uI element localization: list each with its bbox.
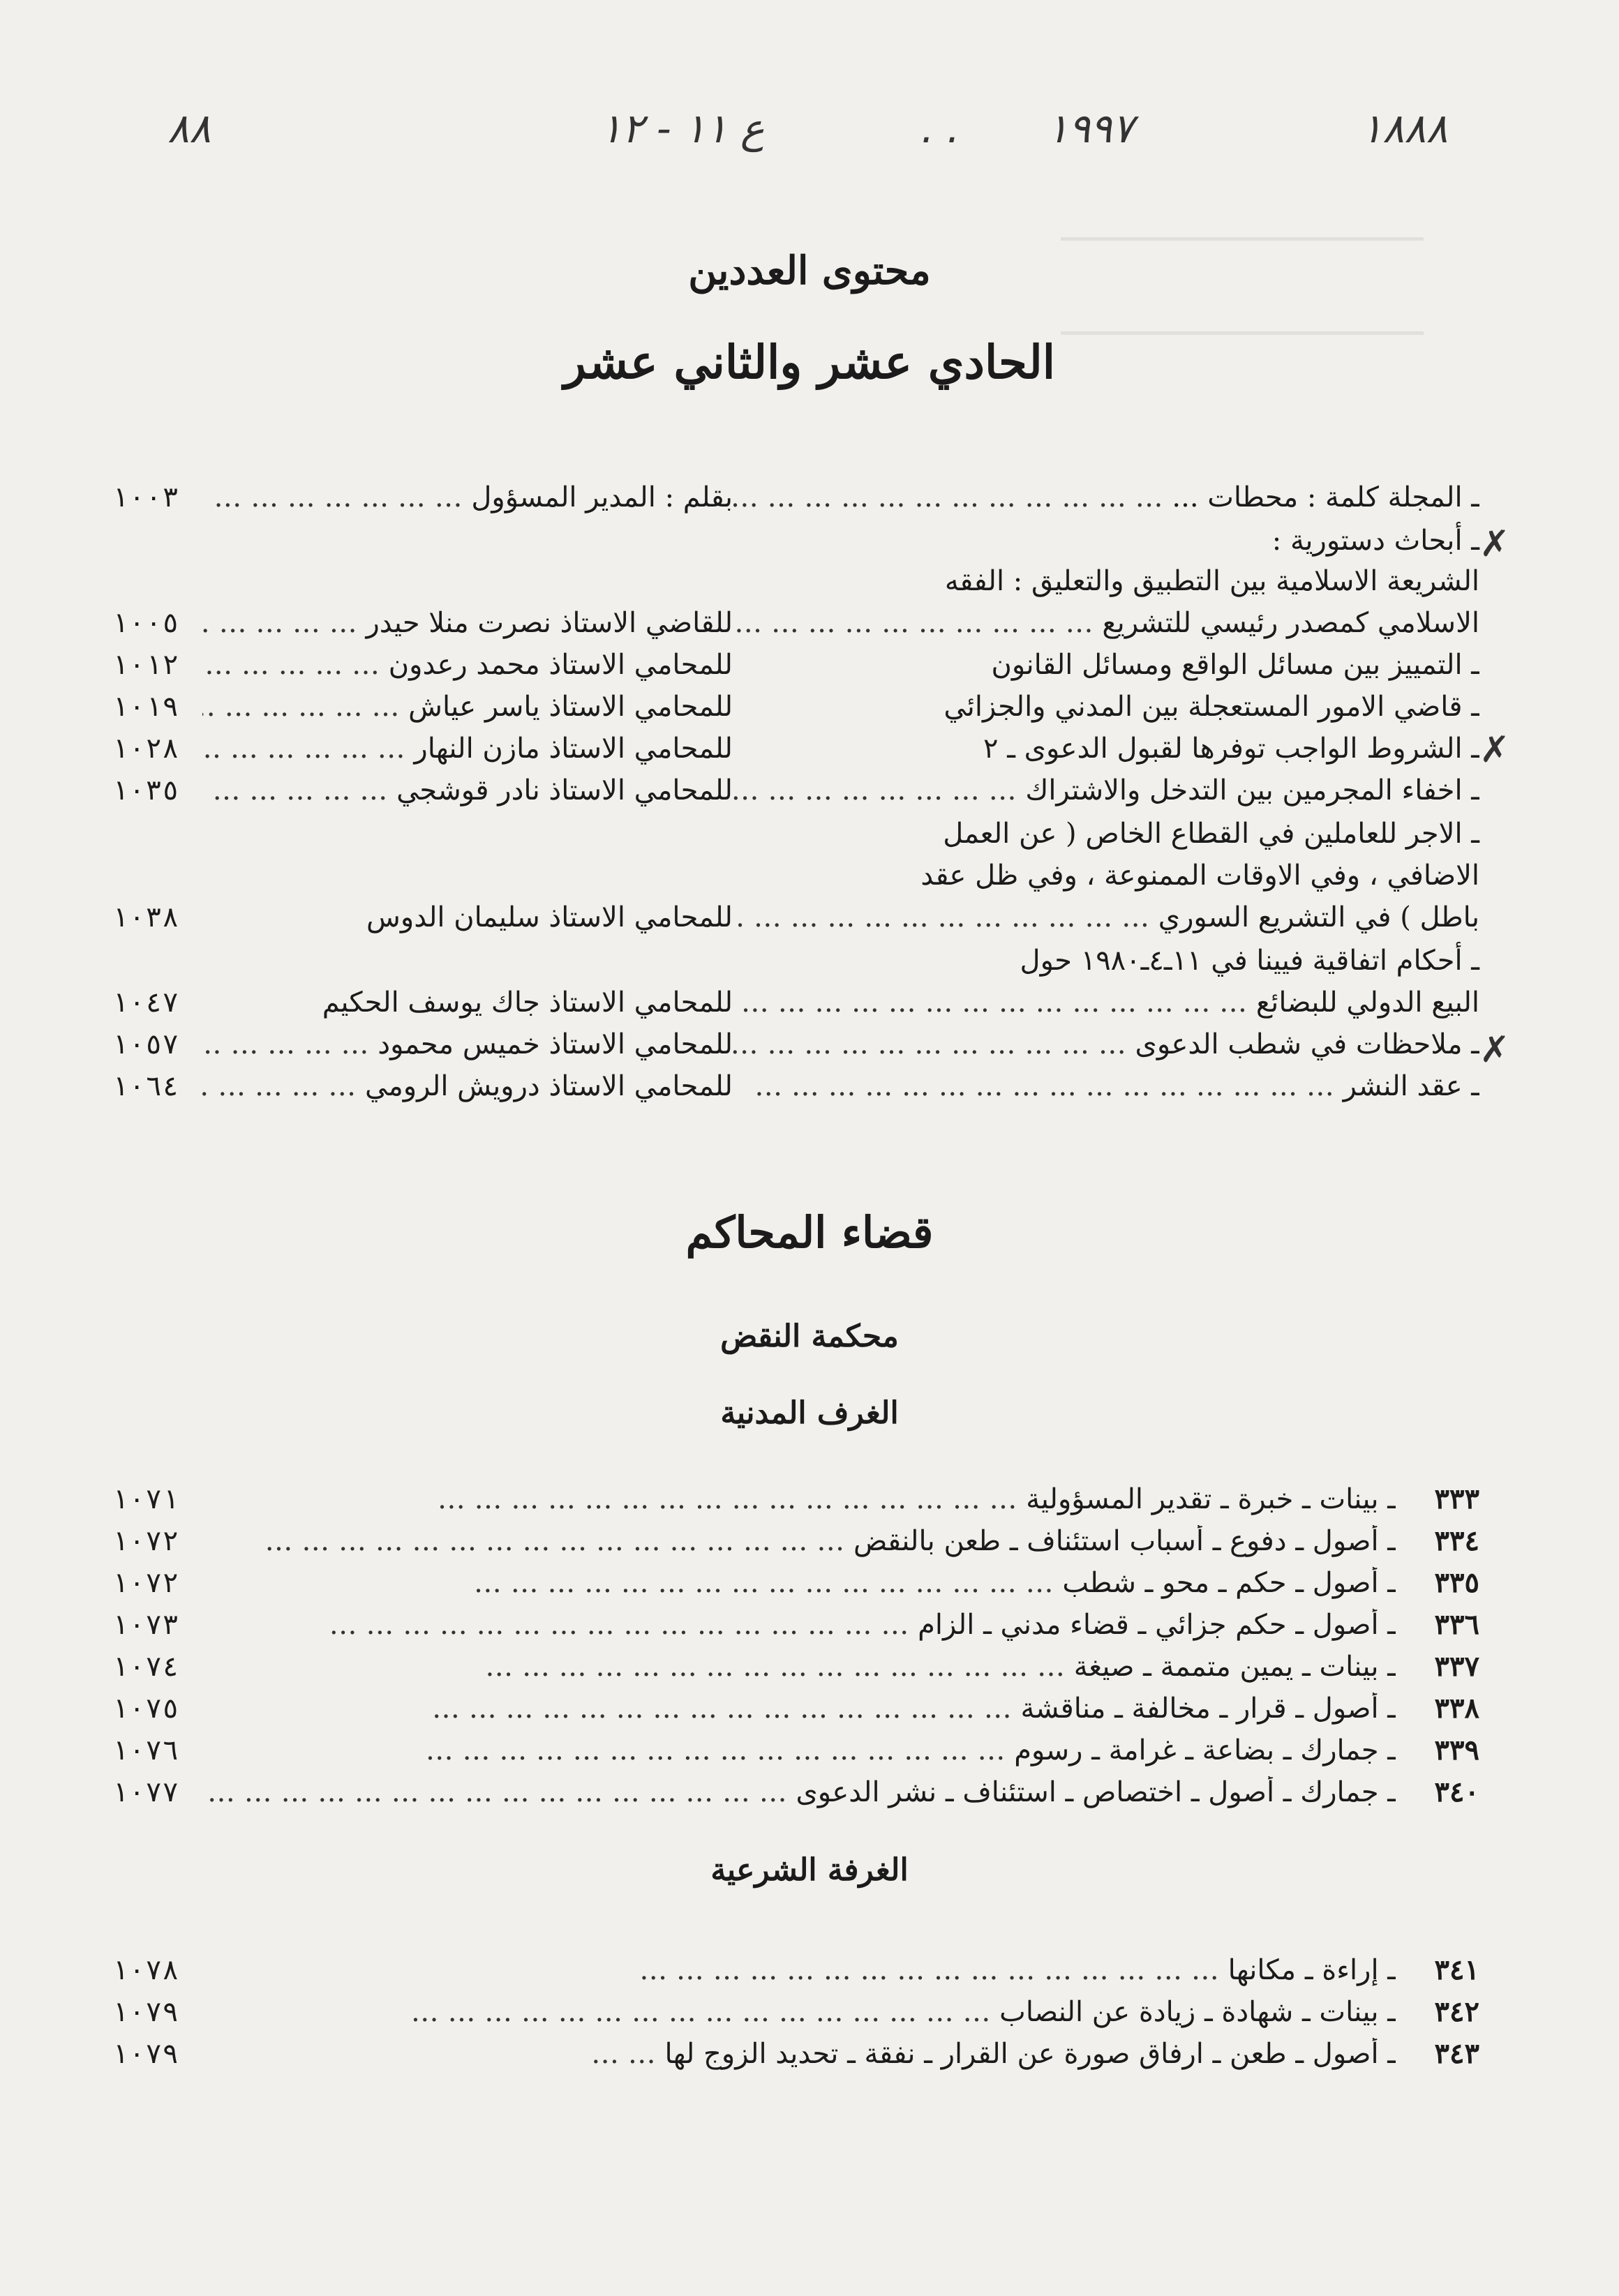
pen-check-icon: ✗ (1479, 523, 1510, 565)
ruling-row: ٣٣٤ ـ أصول ـ دفوع ـ أسباب استئناف ـ طعن بالنقض … … … … … … … … … … … … … … … … ١٠٧٢ (112, 1524, 1479, 1566)
ruling-row: ٣٣٩ ـ جمارك ـ بضاعة ـ غرامة ـ رسوم … … … … … … … … … … … … … … … … ١٠٧٦ (112, 1734, 1479, 1776)
toc-row-line: الاضافي ، وفي الاوقات الممنوعة ، وفي ظل عقد (920, 860, 1479, 892)
ruling-row: ٣٤١ ـ إراءة ـ مكانها … … … … … … … … … … … … … … … … ١٠٧٨ (112, 1953, 1479, 1995)
ruling-row: ٣٣٧ ـ بينات ـ يمين متممة ـ صيغة … … … … … … … … … … … … … … … … ١٠٧٤ (112, 1650, 1479, 1692)
ruling-row: ٣٣٣ ـ بينات ـ خبرة ـ تقدير المسؤولية … … … … … … … … … … … … … … … … ١٠٧١ (112, 1483, 1479, 1524)
toc-row: ـ قاضي الامور المستعجلة بين المدني والجزائي للمحامي الاستاذ ياسر عياش … … … … … … … … … … … … … … … … ١٠١٩ (112, 691, 1479, 733)
pen-check-icon: ✗ (1479, 729, 1510, 771)
toc-row: ـ ملاحظات في شطب الدعوى … … … … … … … … … … … … … … … … للمحامي الاستاذ خميس محمود … … … … … … … … … … … … … … … … ١٠٥٧ (112, 1028, 1479, 1070)
ruling-row: ٣٣٨ ـ أصول ـ قرار ـ مخالفة ـ مناقشة … … … … … … … … … … … … … … … … ١٠٧٥ (112, 1692, 1479, 1734)
page-title: محتوى العددين (688, 248, 931, 294)
toc-row: الاسلامي كمصدر رئيسي للتشريع … … … … … … … … … … … … … … … … للقاضي الاستاذ نصرت منلا حيدر … … … … … … … … … … … … … … … … ١٠٠٥ (112, 607, 1479, 649)
toc-row: ـ المجلة كلمة : محطات ... … … … … … … … … … … … … … … … … بقلم : المدير المسؤول … … … … … … … … … … … … … … … … ١٠٠٣ (112, 481, 1479, 523)
page-subtitle: الحادي عشر والثاني عشر (563, 335, 1056, 389)
court-heading: محكمة النقض (720, 1319, 899, 1354)
handwritten-year: ١٩٩٧ (1047, 105, 1134, 152)
toc-row: ـ الشروط الواجب توفرها لقبول الدعوى ـ ٢ للمحامي الاستاذ مازن النهار … … … … … … … … … … … … … … … … ١٠٢٨ (112, 733, 1479, 774)
toc-row: ـ اخفاء المجرمين بين التدخل والاشتراك … … … … … … … … … … … … … … … … للمحامي الاستاذ نادر قوشجي … … … … … … … … … … … … … … … … ١٠٣٥ (112, 774, 1479, 816)
toc-row: باطل ) في التشريع السوري … … … … … … … … … … … … … … … … للمحامي الاستاذ سليمان الدوس ١٠٣٨ (112, 901, 1479, 943)
handwritten-page-number: ٨٨ (167, 105, 211, 152)
handwritten-code: ١٨٨٨ (1361, 105, 1448, 152)
toc-row: البيع الدولي للبضائع … … … … … … … … … … … … … … … … للمحامي الاستاذ جاك يوسف الحكيم ١٠٤٧ (112, 986, 1479, 1028)
toc-row: ـ التمييز بين مسائل الواقع ومسائل القانون للمحامي الاستاذ محمد رعدون … … … … … … … … … … … … … … … … ١٠١٢ (112, 649, 1479, 691)
toc-row-line: ـ أحكام اتفاقية فيينا في ١١ـ٤ـ١٩٨٠ حول (1020, 945, 1479, 977)
sharia-chamber-heading: الغرفة الشرعية (710, 1852, 909, 1888)
toc-row-line: الشريعة الاسلامية بين التطبيق والتعليق : الفقه (944, 565, 1479, 597)
handwritten-issue-range: ع ١١ - ١٢ (600, 105, 765, 152)
toc-heading: ـ أبحاث دستورية : (1271, 525, 1479, 557)
handwritten-dots: . . (921, 105, 960, 152)
toc-row-line: ـ الاجر للعاملين في القطاع الخاص ( عن العمل (943, 818, 1479, 850)
civil-chambers-heading: الغرف المدنية (720, 1395, 899, 1431)
ruling-row: ٣٣٦ ـ أصول ـ حكم جزائي ـ قضاء مدني ـ الزام … … … … … … … … … … … … … … … … ١٠٧٣ (112, 1608, 1479, 1650)
ruling-row: ٣٤٠ ـ جمارك ـ أصول ـ اختصاص ـ استئناف ـ نشر الدعوى … … … … … … … … … … … … … … … … ١٠٧٧ (112, 1776, 1479, 1817)
ruling-row: ٣٣٥ ـ أصول ـ حكم ـ محو ـ شطب … … … … … … … … … … … … … … … … ١٠٧٢ (112, 1566, 1479, 1608)
toc-row: ـ عقد النشر … … … … … … … … … … … … … … … … للمحامي الاستاذ درويش الرومي … … … … … … … … … … … … … … … … ١٠٦٤ (112, 1070, 1479, 1112)
ruling-row: ٣٤٣ ـ أصول ـ طعن ـ ارفاق صورة عن القرار ـ نفقة ـ تحديد الزوج لها … … ١٠٧٩ (112, 2037, 1479, 2079)
pen-check-icon: ✗ (1479, 1029, 1510, 1071)
section-title: قضاء المحاكم (685, 1207, 934, 1258)
ruling-row: ٣٤٢ ـ بينات ـ شهادة ـ زيادة عن النصاب … … … … … … … … … … … … … … … … ١٠٧٩ (112, 1995, 1479, 2037)
